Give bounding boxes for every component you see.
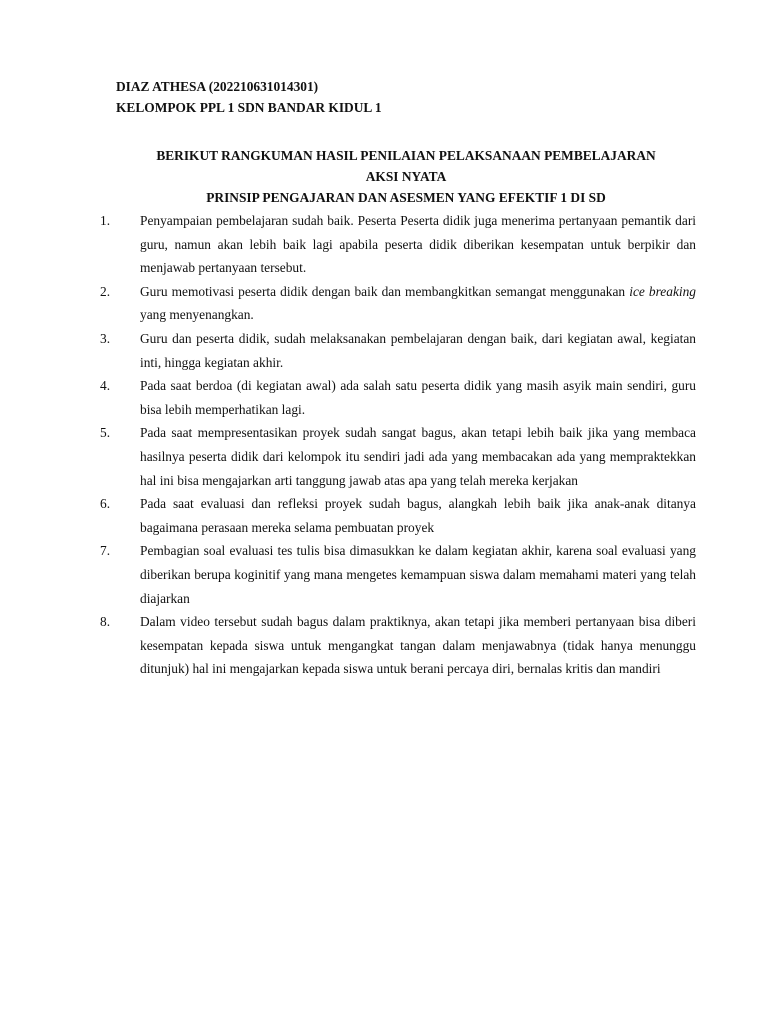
item-number: 8. xyxy=(100,614,111,630)
heading-line-3: PRINSIP PENGAJARAN DAN ASESMEN YANG EFEKTIF 1 DI SD xyxy=(206,190,606,205)
heading-line-1: BERIKUT RANGKUMAN HASIL PENILAIAN PELAKSANAAN PEMBELAJARAN xyxy=(156,148,656,163)
list-item xyxy=(100,610,696,681)
item-text-part: Guru memotivasi peserta didik dengan baik dan membangkitkan semangat menggunakan xyxy=(140,283,630,299)
item-number: 3. xyxy=(100,330,111,346)
item-text: Pada saat evaluasi dan refleksi proyek sudah bagus, alangkah lebih baik jika anak-anak ditanya bagaimana perasaan mereka selama pembuatan proyek xyxy=(140,496,696,535)
item-text-part: yang menyenangkan. xyxy=(140,307,254,323)
list-item xyxy=(100,280,697,327)
list-item xyxy=(100,421,696,492)
document-body xyxy=(100,76,697,681)
heading-line-2: AKSI NYATA xyxy=(365,169,447,184)
item-number: 7. xyxy=(100,543,111,559)
list-item xyxy=(100,539,696,610)
item-text: Pembagian soal evaluasi tes tulis bisa dimasukkan ke dalam kegiatan akhir, karena soal evaluasi yang diberikan berupa koginitif yang mana mengetes kemampuan siswa dalam memahami materi yang telah diajarkan xyxy=(140,543,696,606)
item-number: 4. xyxy=(100,378,111,394)
item-number: 5. xyxy=(100,425,111,441)
assessment-list xyxy=(100,209,697,681)
author-name-line: DIAZ ATHESA (202210631014301) xyxy=(116,79,319,94)
item-text: Guru dan peserta didik, sudah melaksanakan pembelajaran dengan baik, dari kegiatan awal, kegiatan inti, hingga kegiatan akhir. xyxy=(140,330,696,370)
item-text: Dalam video tersebut sudah bagus dalam praktiknya, akan tetapi jika memberi pertanyaan bisa diberi kesempatan kepada siswa untuk mengangkat tangan dalam menjawabnya (tidak hanya menunggu ditunjuk) hal ini mengajarkan kepada siswa untuk berani percaya diri, bernalas kritis dan mandiri xyxy=(140,614,696,677)
item-text xyxy=(140,284,696,323)
item-number: 2. xyxy=(100,283,111,299)
italic-term: ice breaking xyxy=(629,283,697,299)
document-heading xyxy=(116,145,696,208)
item-text: Pada saat berdoa (di kegiatan awal) ada salah satu peserta didik yang masih asyik main sendiri, guru bisa lebih memperhatikan lagi. xyxy=(140,378,696,417)
item-number: 6. xyxy=(100,496,111,512)
group-line: KELOMPOK PPL 1 SDN BANDAR KIDUL 1 xyxy=(116,100,382,115)
list-item xyxy=(100,374,696,421)
list-item xyxy=(100,492,696,539)
item-number: 1. xyxy=(100,213,111,228)
author-block xyxy=(116,76,696,118)
list-item xyxy=(100,327,696,374)
item-text: Penyampaian pembelajaran sudah baik. Peserta Peserta didik juga menerima pertanyaan pemantik dari guru, namun akan lebih baik lagi apabila peserta didik diberikan kesempatan untuk berpikir dan menjawab pertanyaan tersebut. xyxy=(140,213,696,276)
item-text: Pada saat mempresentasikan proyek sudah sangat bagus, akan tetapi lebih baik jika yang membaca hasilnya peserta didik dari kelompok itu sendiri jadi ada yang membacakan ada yang mempraktekkan hal ini bisa mengajarkan arti tanggung jawab atas apa yang telah mereka kerjakan xyxy=(140,425,696,488)
list-item xyxy=(100,209,696,280)
